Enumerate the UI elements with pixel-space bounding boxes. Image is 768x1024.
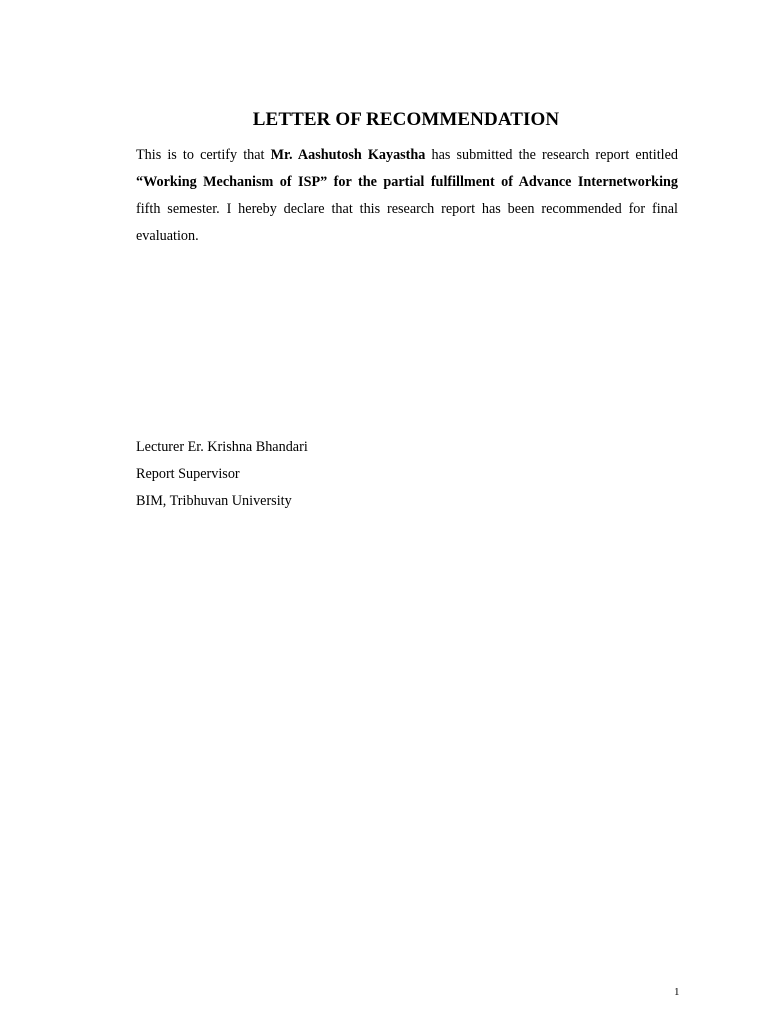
signature-block <box>136 434 308 515</box>
supervisor-name: Lecturer Er. Krishna Bhandari <box>136 439 308 455</box>
supervisor-institution: BIM, Tribhuvan University <box>136 493 292 509</box>
paragraph-line-2 <box>136 169 678 196</box>
paragraph-line-3: fifth semester. I hereby declare that this research report has been recommended for final <box>136 201 678 217</box>
after-name-text: has submitted the research report entitled <box>425 147 678 163</box>
paragraph-line-4: evaluation. <box>136 228 199 244</box>
certification-paragraph <box>136 142 678 250</box>
paragraph-line-1 <box>136 142 678 169</box>
supervisor-role: Report Supervisor <box>136 466 240 482</box>
student-name: Mr. Aashutosh Kayastha <box>270 147 426 163</box>
report-title: “Working Mechanism of ISP” for the partial fulfillment of Advance Internetworking <box>136 174 678 190</box>
document-title: LETTER OF RECOMMENDATION <box>252 109 560 130</box>
intro-text: This is to certify that <box>136 147 271 163</box>
page-number: 1 <box>674 986 680 998</box>
